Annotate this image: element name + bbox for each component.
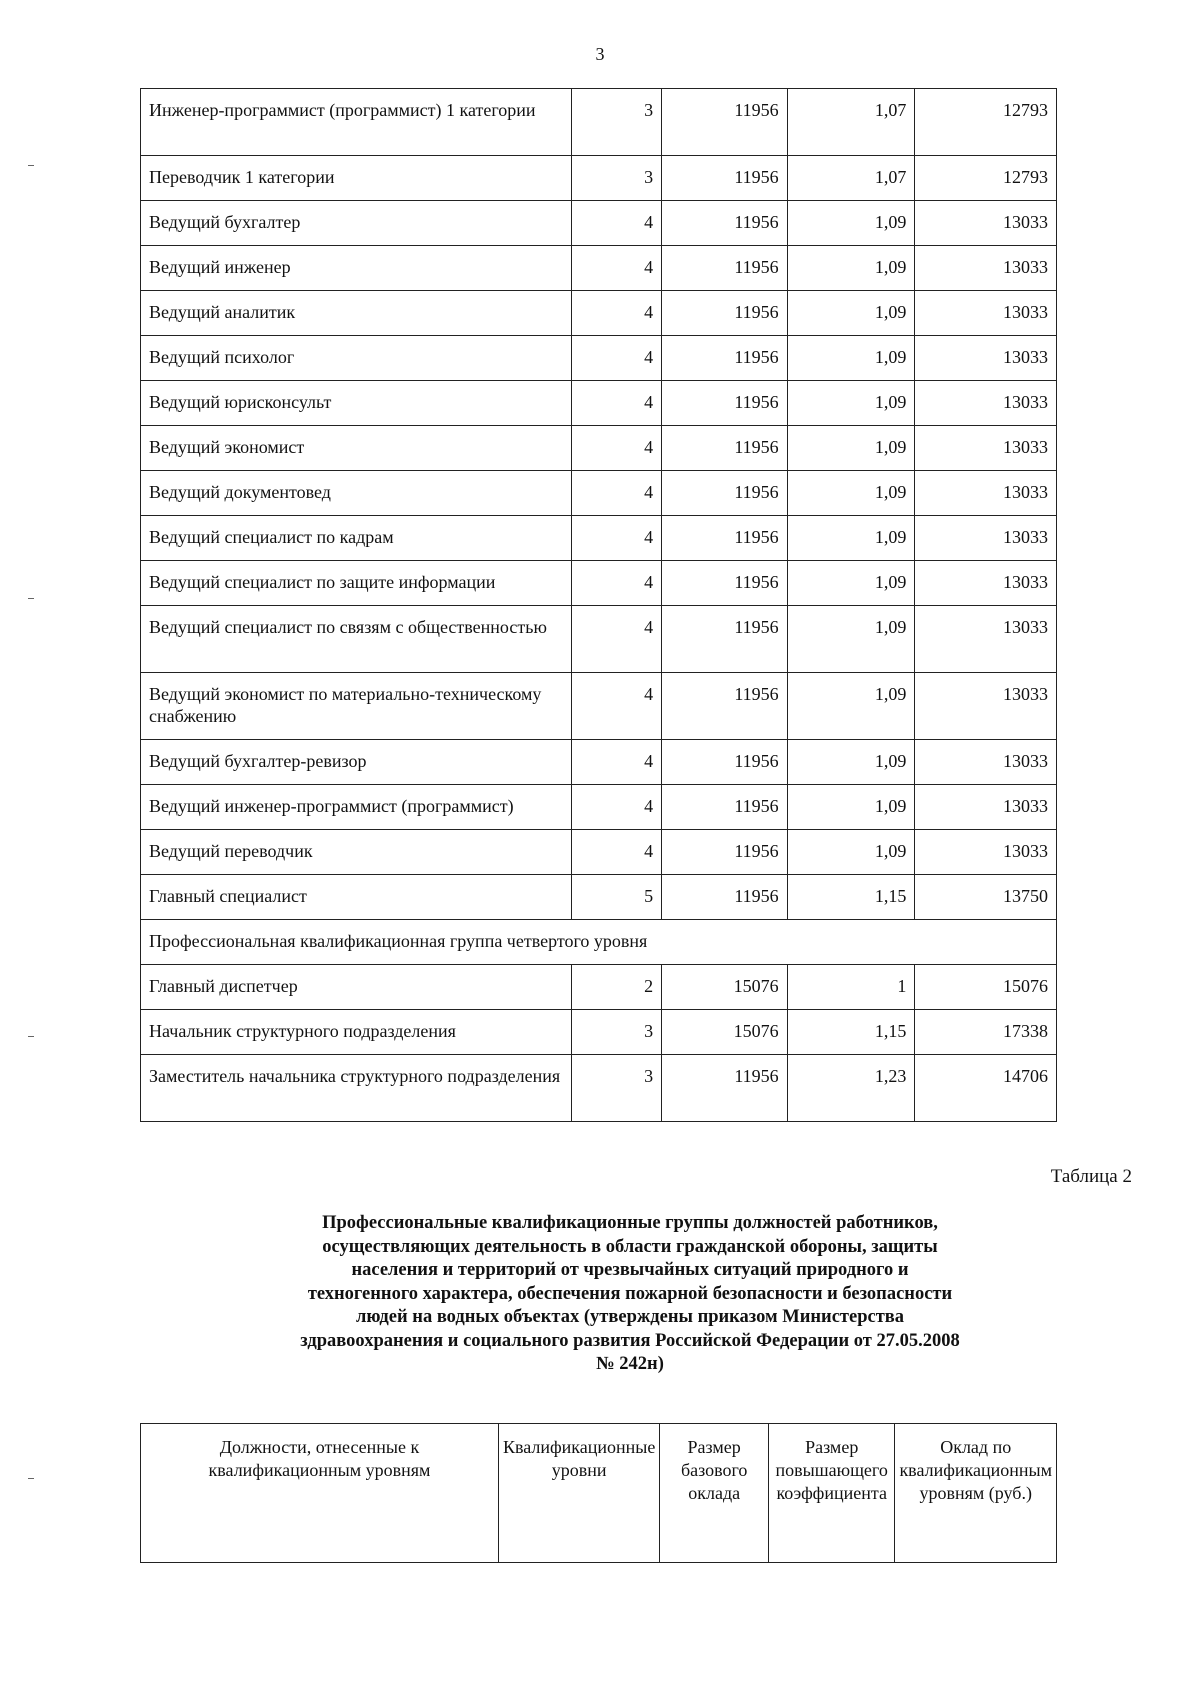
margin-mark xyxy=(28,598,34,599)
table-row xyxy=(141,156,1057,201)
salary: 13033 xyxy=(915,336,1057,381)
base-salary: 11956 xyxy=(662,156,788,201)
coefficient: 1,09 xyxy=(787,516,915,561)
base-salary: 11956 xyxy=(662,246,788,291)
salary: 13033 xyxy=(915,291,1057,336)
header-positions: Должности, отнесенные к квалификационным уровням xyxy=(141,1424,499,1563)
table-row xyxy=(141,673,1057,740)
base-salary: 11956 xyxy=(662,291,788,336)
table-row xyxy=(141,89,1057,156)
qualification-level: 4 xyxy=(571,516,661,561)
table-row xyxy=(141,740,1057,785)
qualification-level: 3 xyxy=(571,1055,661,1122)
salary: 13033 xyxy=(915,785,1057,830)
table2-title: Профессиональные квалификационные группы должностей работников, осуществляющих деятельность в области гражданской обороны, защиты населения и территорий от чрезвычайных ситуаций природного и техногенного характера, обеспечения пожарной безопасности и безопасности людей на водных объектах (утверждены приказом Министерства здравоохранения и социального развития Российской Федерации от 27.05.2008 № 242н) xyxy=(300,1213,960,1374)
qualification-level: 5 xyxy=(571,875,661,920)
salary: 13033 xyxy=(915,381,1057,426)
qualification-level: 4 xyxy=(571,201,661,246)
coefficient: 1,09 xyxy=(787,830,915,875)
header-base-salary: Размер базового оклада xyxy=(660,1424,769,1563)
salary: 13750 xyxy=(915,875,1057,920)
table-row xyxy=(141,516,1057,561)
table2-header-row xyxy=(141,1424,1057,1563)
position-name: Ведущий специалист по связям с общественностью xyxy=(141,606,572,673)
salary: 12793 xyxy=(915,89,1057,156)
header-salary: Оклад по квалификационным уровням (руб.) xyxy=(895,1424,1057,1563)
qualification-level: 4 xyxy=(571,785,661,830)
position-name: Ведущий психолог xyxy=(141,336,572,381)
header-coefficient: Размер повышающего коэффициента xyxy=(768,1424,894,1563)
coefficient: 1,09 xyxy=(787,336,915,381)
position-name: Ведущий экономист xyxy=(141,426,572,471)
table-row xyxy=(141,471,1057,516)
salary: 13033 xyxy=(915,426,1057,471)
table-row xyxy=(141,561,1057,606)
coefficient: 1,09 xyxy=(787,291,915,336)
table-row xyxy=(141,875,1057,920)
base-salary: 11956 xyxy=(662,381,788,426)
position-name: Заместитель начальника структурного подразделения xyxy=(141,1055,572,1122)
coefficient: 1,07 xyxy=(787,156,915,201)
base-salary: 15076 xyxy=(662,1010,788,1055)
salary: 13033 xyxy=(915,201,1057,246)
qualification-level: 4 xyxy=(571,606,661,673)
qualification-level: 4 xyxy=(571,246,661,291)
coefficient: 1,09 xyxy=(787,561,915,606)
group-heading-row xyxy=(141,920,1057,965)
position-name: Ведущий специалист по кадрам xyxy=(141,516,572,561)
margin-mark xyxy=(28,165,34,166)
base-salary: 11956 xyxy=(662,471,788,516)
position-name: Ведущий юрисконсульт xyxy=(141,381,572,426)
coefficient: 1,09 xyxy=(787,426,915,471)
position-name: Инженер-программист (программист) 1 категории xyxy=(141,89,572,156)
header-levels: Квалификационные уровни xyxy=(498,1424,659,1563)
position-name: Ведущий переводчик xyxy=(141,830,572,875)
position-name: Ведущий инженер-программист (программист) xyxy=(141,785,572,830)
salary: 13033 xyxy=(915,516,1057,561)
table-row xyxy=(141,1055,1057,1122)
salary: 13033 xyxy=(915,606,1057,673)
position-name: Начальник структурного подразделения xyxy=(141,1010,572,1055)
position-name: Переводчик 1 категории xyxy=(141,156,572,201)
base-salary: 11956 xyxy=(662,89,788,156)
position-name: Ведущий бухгалтер-ревизор xyxy=(141,740,572,785)
base-salary: 11956 xyxy=(662,336,788,381)
coefficient: 1,09 xyxy=(787,606,915,673)
base-salary: 11956 xyxy=(662,201,788,246)
coefficient: 1,09 xyxy=(787,201,915,246)
base-salary: 11956 xyxy=(662,740,788,785)
base-salary: 11956 xyxy=(662,426,788,471)
table-row xyxy=(141,965,1057,1010)
page-number: 3 xyxy=(595,44,605,64)
position-name: Ведущий экономист по материально-техническому снабжению xyxy=(141,673,572,740)
qualification-level: 2 xyxy=(571,965,661,1010)
table-row xyxy=(141,291,1057,336)
coefficient: 1,15 xyxy=(787,1010,915,1055)
table-row xyxy=(141,426,1057,471)
salary: 13033 xyxy=(915,830,1057,875)
coefficient: 1,09 xyxy=(787,740,915,785)
base-salary: 15076 xyxy=(662,965,788,1010)
margin-mark xyxy=(28,1036,34,1037)
qualification-level: 4 xyxy=(571,471,661,516)
salary-table xyxy=(140,88,1057,1122)
qualification-level: 4 xyxy=(571,561,661,606)
table-row xyxy=(141,830,1057,875)
base-salary: 11956 xyxy=(662,785,788,830)
coefficient: 1,09 xyxy=(787,785,915,830)
qualification-level: 4 xyxy=(571,830,661,875)
table-row xyxy=(141,336,1057,381)
table-caption: Таблица 2 xyxy=(1050,1166,1132,1187)
table-row xyxy=(141,246,1057,291)
qualification-level: 3 xyxy=(571,156,661,201)
qualification-level: 3 xyxy=(571,89,661,156)
salary: 15076 xyxy=(915,965,1057,1010)
qualification-level: 4 xyxy=(571,673,661,740)
base-salary: 11956 xyxy=(662,516,788,561)
salary: 12793 xyxy=(915,156,1057,201)
salary-table-body xyxy=(141,89,1057,1122)
coefficient: 1,09 xyxy=(787,471,915,516)
salary: 17338 xyxy=(915,1010,1057,1055)
table2-header xyxy=(140,1423,1057,1563)
qualification-level: 3 xyxy=(571,1010,661,1055)
coefficient: 1,09 xyxy=(787,381,915,426)
base-salary: 11956 xyxy=(662,673,788,740)
table-row xyxy=(141,785,1057,830)
salary: 13033 xyxy=(915,561,1057,606)
base-salary: 11956 xyxy=(662,830,788,875)
position-name: Ведущий специалист по защите информации xyxy=(141,561,572,606)
coefficient: 1,09 xyxy=(787,246,915,291)
qualification-level: 4 xyxy=(571,740,661,785)
base-salary: 11956 xyxy=(662,875,788,920)
salary: 13033 xyxy=(915,673,1057,740)
base-salary: 11956 xyxy=(662,606,788,673)
table-row xyxy=(141,201,1057,246)
salary: 13033 xyxy=(915,246,1057,291)
qualification-level: 4 xyxy=(571,426,661,471)
position-name: Ведущий документовед xyxy=(141,471,572,516)
table-row xyxy=(141,381,1057,426)
table-row xyxy=(141,1010,1057,1055)
qualification-level: 4 xyxy=(571,381,661,426)
salary: 14706 xyxy=(915,1055,1057,1122)
base-salary: 11956 xyxy=(662,1055,788,1122)
qualification-level: 4 xyxy=(571,291,661,336)
group-heading: Профессиональная квалификационная группа четвертого уровня xyxy=(141,920,1057,965)
base-salary: 11956 xyxy=(662,561,788,606)
coefficient: 1,15 xyxy=(787,875,915,920)
coefficient: 1 xyxy=(787,965,915,1010)
qualification-level: 4 xyxy=(571,336,661,381)
coefficient: 1,23 xyxy=(787,1055,915,1122)
coefficient: 1,07 xyxy=(787,89,915,156)
table-row xyxy=(141,606,1057,673)
position-name: Главный диспетчер xyxy=(141,965,572,1010)
salary: 13033 xyxy=(915,471,1057,516)
position-name: Ведущий инженер xyxy=(141,246,572,291)
position-name: Ведущий бухгалтер xyxy=(141,201,572,246)
margin-mark xyxy=(28,1478,34,1479)
position-name: Главный специалист xyxy=(141,875,572,920)
position-name: Ведущий аналитик xyxy=(141,291,572,336)
salary: 13033 xyxy=(915,740,1057,785)
coefficient: 1,09 xyxy=(787,673,915,740)
